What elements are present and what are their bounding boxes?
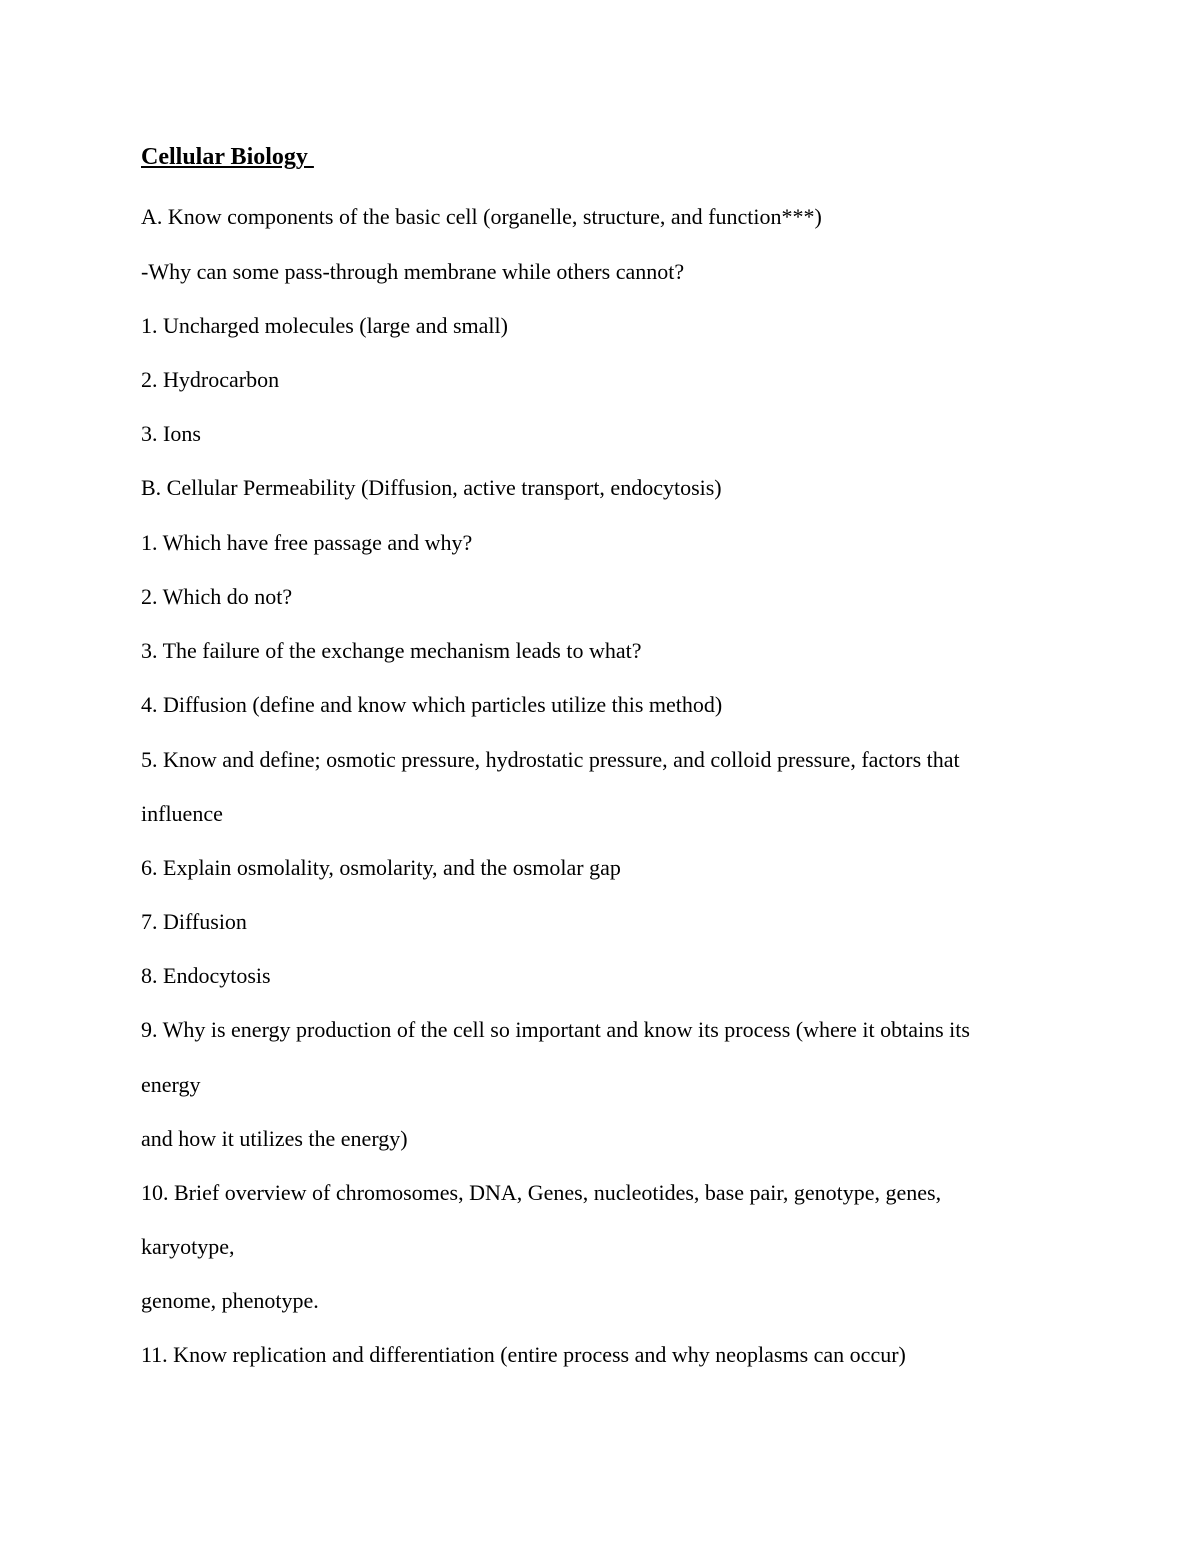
list-item-continuation: and how it utilizes the energy) bbox=[141, 1126, 408, 1151]
section-b-heading: B. Cellular Permeability (Diffusion, active transport, endocytosis) bbox=[141, 475, 722, 500]
list-item-continuation: energy bbox=[141, 1072, 201, 1097]
list-item: 3. Ions bbox=[141, 421, 201, 446]
list-item: 9. Why is energy production of the cell so important and know its process (where it obtains its bbox=[141, 1017, 970, 1042]
section-a-question: -Why can some pass-through membrane while others cannot? bbox=[141, 259, 685, 284]
list-item: 10. Brief overview of chromosomes, DNA, Genes, nucleotides, base pair, genotype, genes, bbox=[141, 1180, 942, 1205]
list-item-continuation: karyotype, bbox=[141, 1234, 235, 1259]
list-item: 5. Know and define; osmotic pressure, hydrostatic pressure, and colloid pressure, factors that bbox=[141, 747, 960, 772]
list-item: 2. Which do not? bbox=[141, 584, 293, 609]
list-item: 7. Diffusion bbox=[141, 909, 247, 934]
section-a-heading: A. Know components of the basic cell (organelle, structure, and function***) bbox=[141, 204, 822, 229]
list-item-continuation: influence bbox=[141, 801, 223, 826]
list-item: 2. Hydrocarbon bbox=[141, 367, 280, 392]
list-item: 4. Diffusion (define and know which particles utilize this method) bbox=[141, 692, 723, 717]
list-item: 1. Uncharged molecules (large and small) bbox=[141, 313, 508, 338]
list-item: 3. The failure of the exchange mechanism leads to what? bbox=[141, 638, 642, 663]
list-item: 1. Which have free passage and why? bbox=[141, 530, 473, 555]
list-item: 6. Explain osmolality, osmolarity, and the osmolar gap bbox=[141, 855, 621, 880]
list-item: 8. Endocytosis bbox=[141, 963, 271, 988]
list-item: 11. Know replication and differentiation (entire process and why neoplasms can occur) bbox=[141, 1342, 906, 1367]
document-title: Cellular Biology bbox=[141, 144, 314, 170]
list-item-continuation: genome, phenotype. bbox=[141, 1288, 319, 1313]
